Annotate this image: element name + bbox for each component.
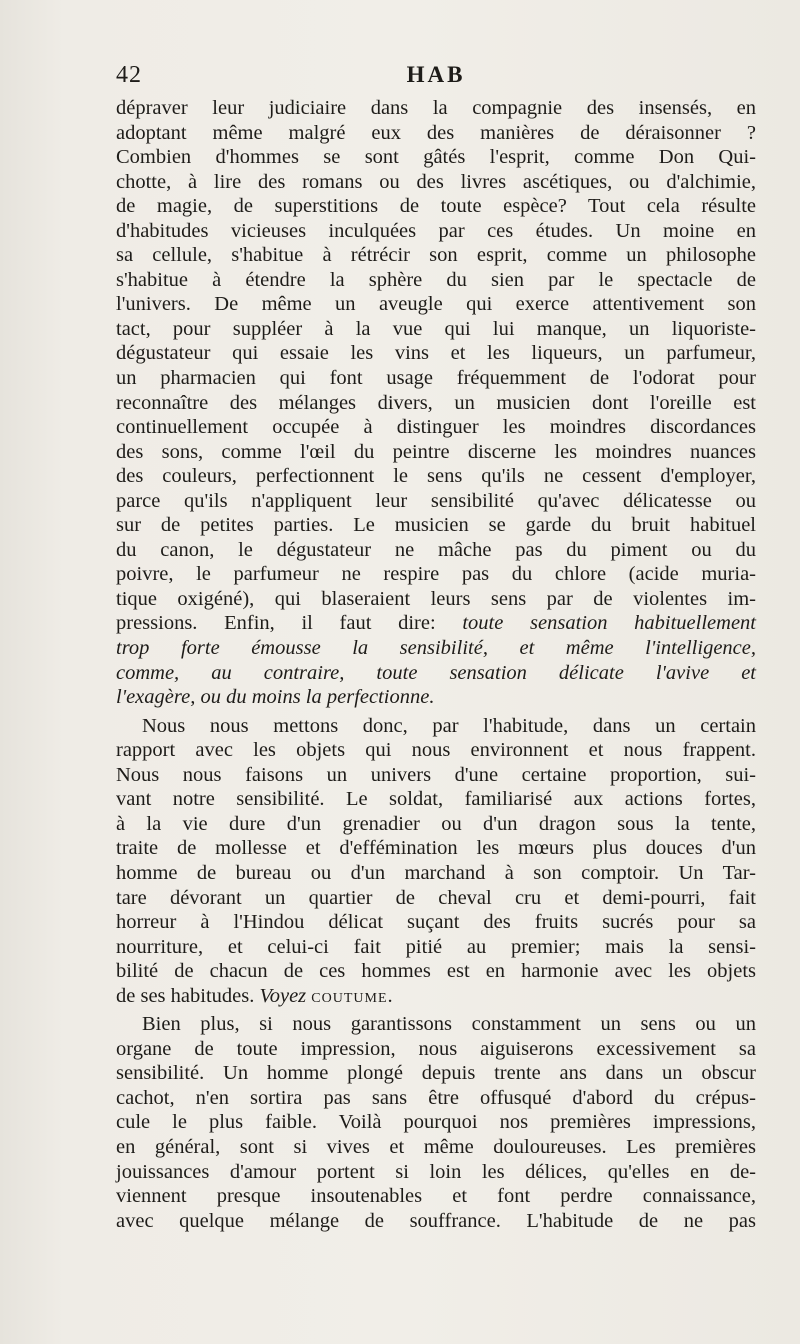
text-line: sa cellule, s'habitue à rétrécir son esprit, comme un philosophe <box>116 244 756 267</box>
text-line: vant notre sensibilité. Le soldat, familiarisé aux actions fortes, <box>116 788 756 811</box>
text-line: bilité de chacun de ces hommes est en harmonie avec les objets <box>116 960 756 983</box>
text-line: Nous nous mettons donc, par l'habitude, dans un certain <box>142 714 756 737</box>
text-line: l'univers. De même un aveugle qui exerce attentivement son <box>116 293 756 316</box>
text-line: tact, pour suppléer à la vue qui lui manque, un liquoriste- <box>116 317 756 340</box>
text-line: s'habitue à étendre la sphère du sien par le spectacle de <box>116 268 756 291</box>
body-text <box>116 96 756 1233</box>
text-line: d'habitudes vicieuses inculquées par ces études. Un moine en <box>116 219 756 242</box>
italic-line: l'exagère, ou du moins la perfectionne. <box>116 686 435 709</box>
text-line: homme de bureau ou d'un marchand à son comptoir. Un Tar- <box>116 861 756 884</box>
paragraph-3 <box>116 1012 756 1233</box>
page-number: 42 <box>116 62 142 88</box>
text-italic: toute sensation habituellement <box>462 612 756 635</box>
text-line: tique oxigéné), qui blaseraient leurs sens par de violentes im- <box>116 587 756 610</box>
text-line: cule le plus faible. Voilà pourquoi nos premières impressions, <box>116 1111 756 1134</box>
italic-line: comme, au contraire, toute sensation délicate l'avive et <box>116 661 756 684</box>
text-line-mixed <box>116 984 756 1009</box>
text-line: parce qu'ils n'appliquent leur sensibilité qu'avec délicatesse ou <box>116 489 756 512</box>
text-line: adoptant même malgré eux des manières de déraisonner ? <box>116 121 756 144</box>
text-line: un pharmacien qui font usage fréquemment de l'odorat pour <box>116 367 756 390</box>
text-line-mixed <box>116 611 756 636</box>
text-line: à la vie dure d'un grenadier ou d'un dragon sous la tente, <box>116 812 756 835</box>
text-line: rapport avec les objets qui nous environnent et nous frappent. <box>116 739 756 762</box>
text-line: Combien d'hommes se sont gâtés l'esprit, comme Don Qui- <box>116 146 756 169</box>
running-head: HAB <box>406 62 466 87</box>
text-line: cachot, n'en sortira pas sans être offusqué d'abord du crépus- <box>116 1086 756 1109</box>
text-line: nourriture, et celui-ci fait pitié au premier; mais la sensi- <box>116 935 756 958</box>
text-roman: pressions. Enfin, il faut dire: <box>116 612 463 635</box>
text-line: chotte, à lire des romans ou des livres ascétiques, ou d'alchimie, <box>116 170 756 193</box>
cross-reference-smallcaps: coutume. <box>311 984 394 1007</box>
paragraph-2 <box>116 714 756 1009</box>
text-line: de magie, de superstitions de toute espèce? Tout cela résulte <box>116 195 756 218</box>
text-line: Nous nous faisons un univers d'une certaine proportion, sui- <box>116 763 756 786</box>
page-header <box>116 62 756 92</box>
paragraph-1 <box>116 96 756 710</box>
text-line: horreur à l'Hindou délicat suçant des fruits sucrés pour sa <box>116 911 756 934</box>
text-line: viennent presque insoutenables et font perdre connaissance, <box>116 1185 756 1208</box>
text-line: reconnaître des mélanges divers, un musicien dont l'oreille est <box>116 391 756 414</box>
italic-line: trop forte émousse la sensibilité, et même l'intelligence, <box>116 637 756 660</box>
see-reference-italic: Voyez <box>259 984 307 1007</box>
text-line: du canon, le dégustateur ne mâche pas du piment ou du <box>116 538 756 561</box>
text-line: sensibilité. Un homme plongé depuis trente ans dans un obscur <box>116 1062 756 1085</box>
text-line: jouissances d'amour portent si loin les délices, qu'elles en de- <box>116 1160 756 1183</box>
text-line: avec quelque mélange de souffrance. L'habitude de ne pas <box>116 1209 756 1232</box>
text-line: continuellement occupée à distinguer les moindres discordances <box>116 416 756 439</box>
text-line: sur de petites parties. Le musicien se garde du bruit habituel <box>116 514 756 537</box>
text-line: poivre, le parfumeur ne respire pas du chlore (acide muria- <box>116 563 756 586</box>
text-line: des couleurs, perfectionnent le sens qu'ils ne cessent d'employer, <box>116 465 756 488</box>
text-line: dégustateur qui essaie les vins et les liqueurs, un parfumeur, <box>116 342 756 365</box>
text-line: dépraver leur judiciaire dans la compagnie des insensés, en <box>116 97 756 119</box>
text-line: tare dévorant un quartier de cheval cru et demi-pourri, fait <box>116 886 756 909</box>
text-roman: de ses habitudes. <box>116 984 260 1007</box>
text-line: organe de toute impression, nous aiguiserons excessivement sa <box>116 1037 756 1060</box>
text-line: traite de mollesse et d'effémination les mœurs plus douces d'un <box>116 837 756 860</box>
text-line: Bien plus, si nous garantissons constamment un sens ou un <box>142 1013 756 1036</box>
text-line: des sons, comme l'œil du peintre discerne les moindres nuances <box>116 440 756 463</box>
text-line: en général, sont si vives et même douloureuses. Les premières <box>116 1135 756 1158</box>
